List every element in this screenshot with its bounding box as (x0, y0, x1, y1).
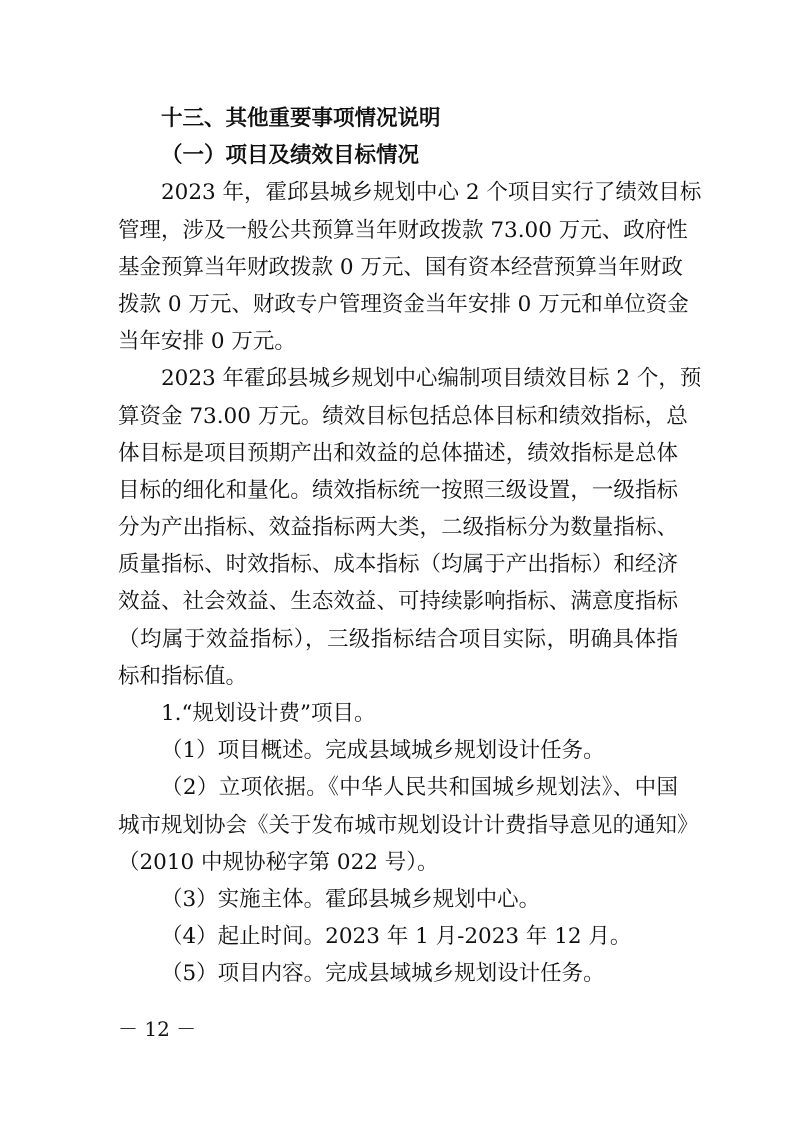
paragraph-line: 效益、社会效益、生态效益、可持续影响指标、满意度指标 (118, 589, 678, 615)
paragraph-line: （2010 中规协秘字第 022 号）。 (118, 849, 439, 875)
paragraph-line: （2）立项依据。《中华人民共和国城乡规划法》、中国 (161, 775, 678, 801)
paragraph-line: 标和指标值。 (118, 663, 248, 689)
paragraph-line: 基金预算当年财政拨款 0 万元、国有资本经营预算当年财政 (118, 254, 683, 280)
paragraph-line: 体目标是项目预期产出和效益的总体描述，绩效指标是总体 (118, 440, 678, 466)
section-heading-13: 十三、其他重要事项情况说明 (161, 106, 441, 131)
paragraph-line: （均属于效益指标），三级指标结合项目实际，明确具体指 (118, 626, 678, 652)
item-1-basis (118, 769, 699, 881)
subsection-heading-1: （一）项目及绩效目标情况 (161, 143, 420, 169)
item-1-implementer: （3）实施主体。霍邱县城乡规划中心。 (161, 886, 541, 912)
paragraph-line: 2023 年霍邱县城乡规划中心编制项目绩效目标 2 个，预 (161, 366, 702, 392)
page-number: － 12 － (118, 1017, 197, 1041)
paragraph-line: 拨款 0 万元、财政专户管理资金当年安排 0 万元和单位资金 (118, 291, 689, 317)
paragraph-line: 2023 年，霍邱县城乡规划中心 2 个项目实行了绩效目标 (161, 180, 702, 206)
paragraph-line: 城市规划协会《关于发布城市规划设计计费指导意见的通知》 (118, 812, 699, 838)
item-1-content: （5）项目内容。完成县域城乡规划设计任务。 (161, 961, 605, 987)
paragraph-1 (118, 174, 702, 360)
paragraph-line: 当年安排 0 万元。 (118, 329, 296, 355)
paragraph-line: 算资金 73.00 万元。绩效目标包括总体目标和绩效指标，总 (118, 403, 688, 429)
paragraph-line: 目标的细化和量化。绩效指标统一按照三级设置，一级指标 (118, 477, 678, 503)
paragraph-line: 分为产出指标、效益指标两大类，二级指标分为数量指标、 (118, 515, 678, 541)
item-1-title: 1.“规划设计费”项目。 (161, 701, 376, 726)
paragraph-line: 管理，涉及一般公共预算当年财政拨款 73.00 万元、政府性 (118, 217, 688, 243)
item-1-overview: （1）项目概述。完成县域城乡规划设计任务。 (161, 738, 605, 764)
paragraph-line: 质量指标、时效指标、成本指标（均属于产出指标）和经济 (118, 552, 678, 578)
paragraph-2 (118, 360, 702, 695)
page-body (118, 100, 702, 993)
item-1-period: （4）起止时间。2023 年 1 月-2023 年 12 月。 (161, 924, 632, 950)
